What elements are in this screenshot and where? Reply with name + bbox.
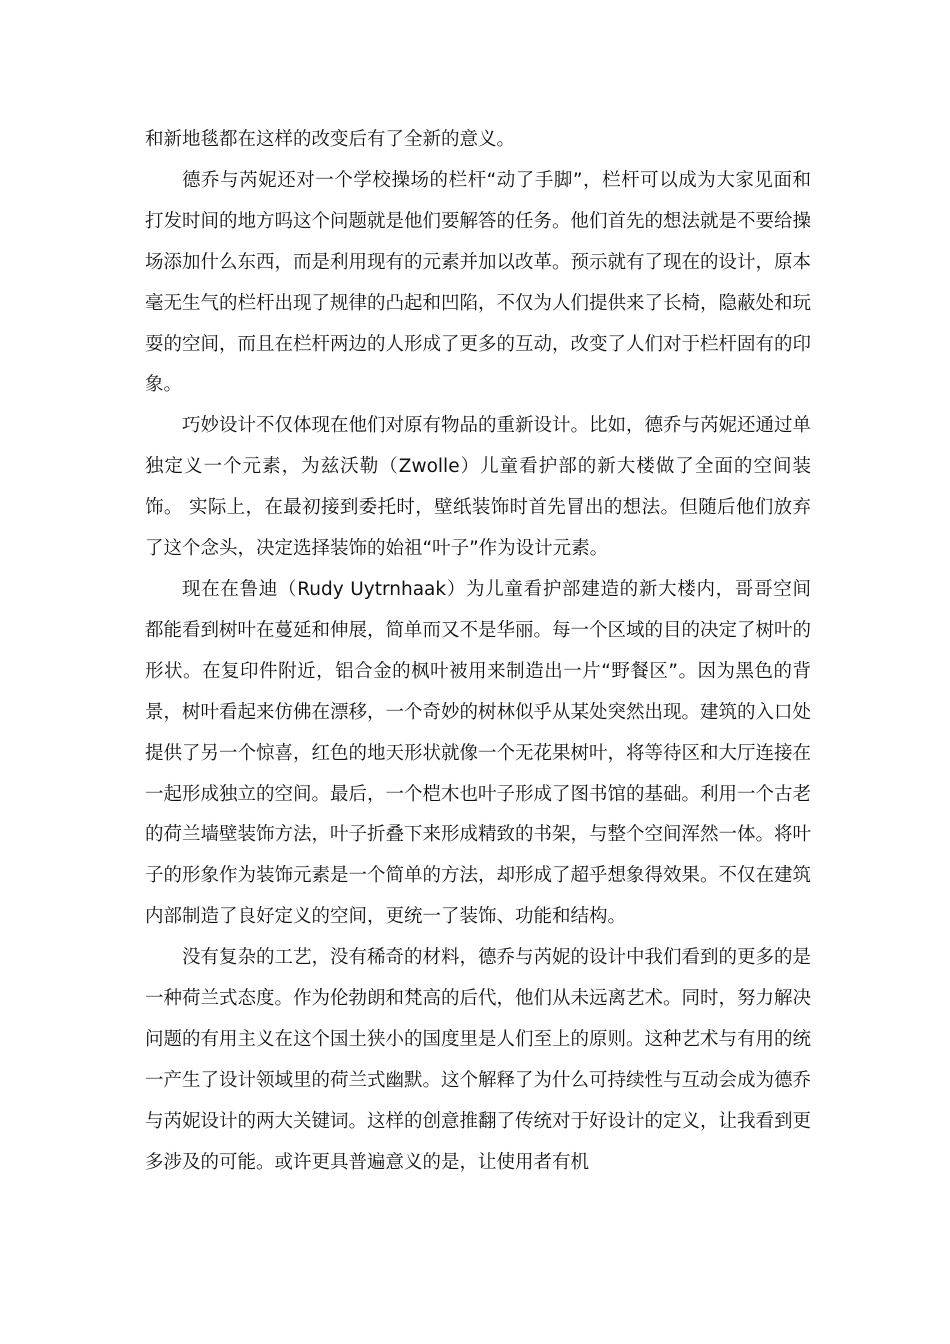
document-body bbox=[145, 120, 811, 1184]
paragraph-leaf-element: 巧妙设计不仅体现在他们对原有物品的重新设计。比如，德乔与芮妮还通过单独定义一个元素，为兹沃勒（Zwolle）儿童看护部的新大楼做了全面的空间装饰。 实际上，在最初接到委托时，壁纸装饰时首先冒出的想法。但随后他们放弃了这个念头，决定选择装饰的始祖“叶子”作为设计元素。 bbox=[145, 415, 812, 560]
paragraph-dutch-attitude: 没有复杂的工艺，没有稀奇的材料，德乔与芮妮的设计中我们看到的更多的是一种荷兰式态度。作为伦勃朗和梵高的后代，他们从未远离艺术。同时，努力解决问题的有用主义在这个国土狭小的国度里是人们至上的原则。这种艺术与有用的统一产生了设计领域里的荷兰式幽默。这个解释了为什么可持续性与互动会成为德乔与芮妮设计的两大关键词。这样的创意推翻了传统对于好设计的定义，让我看到更多涉及的可能。或许更具普遍意义的是，让使用者有机 bbox=[145, 947, 812, 1173]
paragraph-continued: 和新地毯都在这样的改变后有了全新的意义。 bbox=[145, 129, 516, 150]
paragraph-new-building: 现在在鲁迪（Rudy Uytrnhaak）为儿童看护部建造的新大楼内，哥哥空间都能看到树叶在蔓延和伸展，简单而又不是华丽。每一个区域的目的决定了树叶的形状。在复印件附近，铝合金的枫叶被用来制造出一片“野餐区”。因为黑色的背景，树叶看起来仿佛在漂移，一个奇妙的树林似乎从某处突然出现。建筑的入口处提供了另一个惊喜，红色的地天形状就像一个无花果树叶，将等待区和大厅连接在一起形成独立的空间。最后，一个桤木也叶子形成了图书馆的基础。利用一个古老的荷兰墙壁装饰方法，叶子折叠下来形成精致的书架，与整个空间浑然一体。将叶子的形象作为装饰元素是一个简单的方法，却形成了超乎想象得效果。不仅在建筑内部制造了良好定义的空间，更统一了装饰、功能和结构。 bbox=[145, 578, 812, 928]
paragraph-railing: 德乔与芮妮还对一个学校操场的栏杆“动了手脚”，栏杆可以成为大家见面和打发时间的地方吗这个问题就是他们要解答的任务。他们首先的想法就是不要给操场添加什么东西，而是利用现有的元素并加以改革。预示就有了现在的设计，原本毫无生气的栏杆出现了规律的凸起和凹陷，不仅为人们提供来了长椅，隐蔽处和玩耍的空间，而且在栏杆两边的人形成了更多的互动，改变了人们对于栏杆固有的印象。 bbox=[145, 169, 812, 396]
